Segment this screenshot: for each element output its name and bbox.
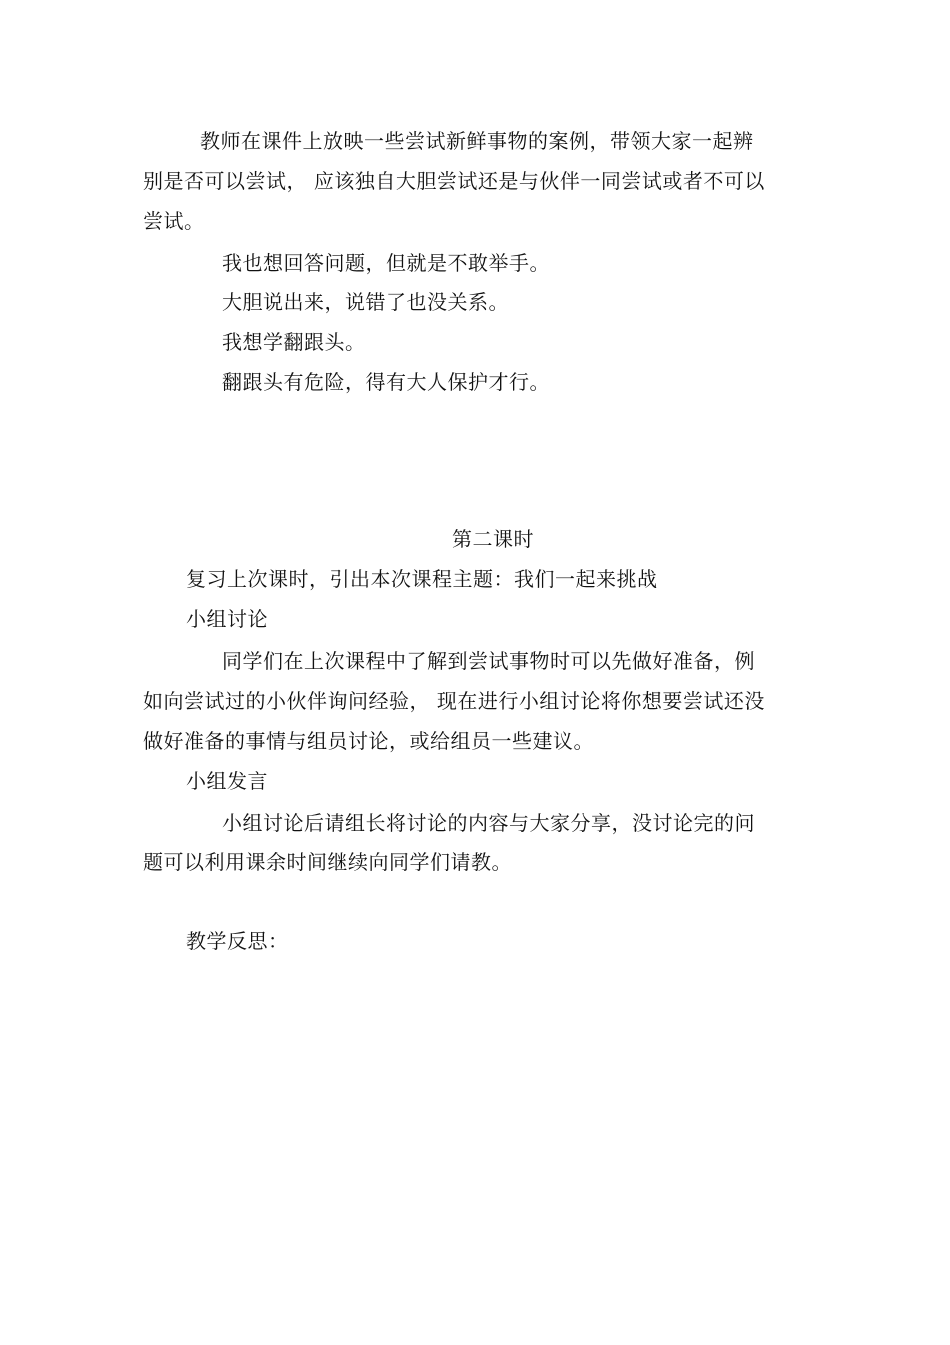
reflection-heading: 教学反思：: [186, 929, 289, 953]
speech-line: 题可以利用课余时间继续向同学们请教。: [143, 850, 512, 874]
review-line: 复习上次课时，引出本次课程主题：我们一起来挑战: [186, 567, 658, 591]
dialogue-line: 我也想回答问题，但就是不敢举手。: [222, 251, 550, 275]
dialogue-line: 大胆说出来，说错了也没关系。: [222, 290, 509, 314]
paragraph-line: 尝试。: [143, 209, 205, 233]
paragraph-line: 教师在课件上放映一些尝试新鲜事物的案例，带领大家一起辨: [200, 129, 754, 153]
paragraph-line: 别是否可以尝试， 应该独自大胆尝试还是与伙伴一同尝试或者不可以: [143, 169, 765, 193]
speech-line: 小组讨论后请组长将讨论的内容与大家分享，没讨论完的问: [222, 811, 755, 835]
group-discussion-heading: 小组讨论: [186, 607, 268, 631]
dialogue-line: 翻跟头有危险，得有大人保护才行。: [222, 370, 550, 394]
section-title: 第二课时: [452, 527, 534, 551]
group-speech-heading: 小组发言: [186, 769, 268, 793]
discussion-line: 同学们在上次课程中了解到尝试事物时可以先做好准备，例: [222, 649, 755, 673]
discussion-line: 做好准备的事情与组员讨论，或给组员一些建议。: [143, 729, 594, 753]
discussion-line: 如向尝试过的小伙伴询问经验， 现在进行小组讨论将你想要尝试还没: [143, 689, 765, 713]
dialogue-line: 我想学翻跟头。: [222, 330, 366, 354]
